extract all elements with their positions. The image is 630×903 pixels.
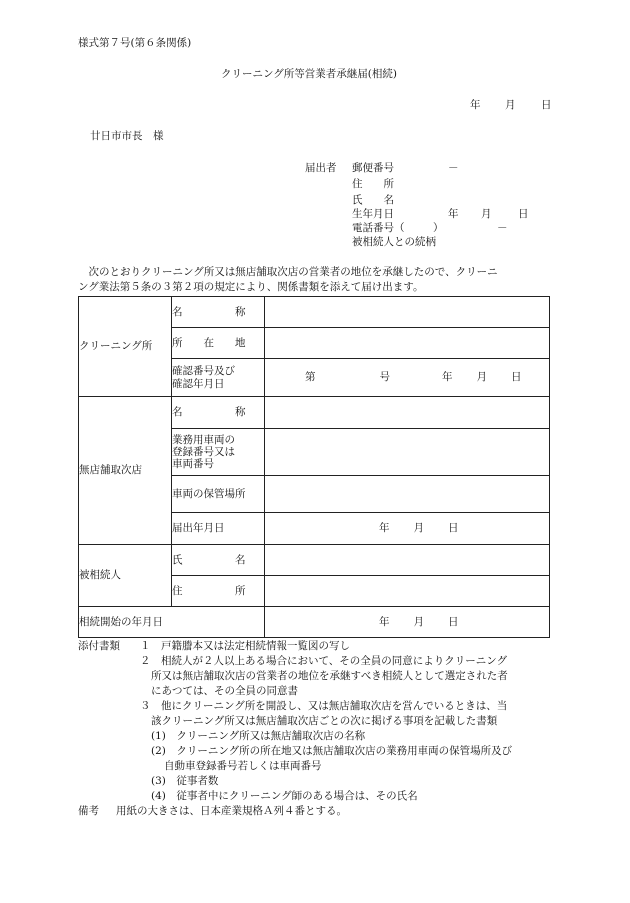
vehicle-storage-label: 車両の保管場所 bbox=[172, 476, 265, 513]
body-text-line-2: ング業法第５条の３第２項の規定により、関係書類を添えて届け出ます。 bbox=[78, 281, 424, 293]
confirm-month: 月 bbox=[476, 371, 487, 384]
body-text-line-1: 次のとおりクリーニング所又は無店舗取次店の営業者の地位を承継したので、クリーニ bbox=[78, 266, 498, 278]
vehicle-line-1: 業務用車両の bbox=[172, 433, 235, 446]
cleaning-confirm-line-1: 確認番号及び bbox=[172, 365, 235, 378]
decedent-name-label: 氏 名 bbox=[172, 545, 265, 576]
decedent-address-label: 住 所 bbox=[172, 576, 265, 607]
inherit-start-label: 相続開始の年月日 bbox=[79, 607, 265, 638]
attachment-item: (4) 従事者中にクリーニング師のある場合は、その氏名 bbox=[151, 790, 418, 802]
attachment-item: 自動車登録番号若しくは車両番号 bbox=[164, 760, 322, 772]
date-year: 年 bbox=[470, 99, 481, 111]
birth-day: 日 bbox=[518, 208, 529, 220]
notify-day: 日 bbox=[448, 522, 459, 535]
inherit-start-field[interactable] bbox=[265, 607, 550, 638]
attachment-item: １ 戸籍謄本又は法定相続情報一覧図の写し bbox=[140, 640, 350, 652]
relation-label: 被相続人との続柄 bbox=[352, 236, 436, 248]
cleaning-name-field[interactable] bbox=[265, 297, 550, 328]
mobile-name-field[interactable] bbox=[265, 397, 550, 429]
attachment-item: (3) 従事者数 bbox=[151, 775, 219, 787]
phone-dash: － bbox=[497, 222, 508, 234]
inherit-month: 月 bbox=[413, 615, 424, 628]
name-label: 氏 名 bbox=[352, 194, 394, 206]
decedent-name-field[interactable] bbox=[265, 545, 550, 576]
birth-label: 生年月日 bbox=[352, 208, 394, 220]
cleaning-location-field[interactable] bbox=[265, 328, 550, 359]
date-day: 日 bbox=[541, 99, 552, 111]
vehicle-storage-field[interactable] bbox=[265, 476, 550, 513]
confirm-year: 年 bbox=[442, 371, 453, 384]
phone-label: 電話番号（ bbox=[352, 222, 405, 234]
remarks-text: 用紙の大きさは、日本産業規格Ａ列４番とする。 bbox=[116, 805, 347, 817]
attachment-item: (2) クリーニング所の所在地又は無店舗取次店の業務用車両の保管場所及び bbox=[151, 745, 513, 757]
notify-month: 月 bbox=[413, 522, 424, 535]
confirm-day: 日 bbox=[511, 371, 522, 384]
cleaning-location-label: 所 在 地 bbox=[172, 328, 265, 359]
attachments-label: 添付書類 bbox=[78, 640, 120, 652]
attachment-item: (1) クリーニング所又は無店舗取次店の名称 bbox=[151, 730, 366, 742]
cleaning-name-label: 名 称 bbox=[172, 297, 265, 328]
inherit-year: 年 bbox=[379, 615, 390, 628]
remarks-label: 備考 bbox=[78, 805, 99, 817]
addressee: 廿日市市長 様 bbox=[90, 130, 164, 142]
decedent-group-label: 被相続人 bbox=[79, 545, 172, 607]
cleaning-confirm-field[interactable] bbox=[265, 359, 550, 397]
postal-dash: － bbox=[448, 162, 459, 174]
address-label: 住 所 bbox=[352, 178, 394, 190]
page-title: クリーニング所等営業者承継届(相続) bbox=[221, 68, 397, 80]
form-number: 様式第７号(第６条関係) bbox=[78, 37, 192, 49]
attachment-item: にあつては、その全員の同意書 bbox=[151, 685, 298, 697]
notify-year: 年 bbox=[379, 522, 390, 535]
birth-month: 月 bbox=[481, 208, 492, 220]
date-month: 月 bbox=[505, 99, 516, 111]
confirm-no-go: 号 bbox=[379, 371, 390, 384]
birth-year: 年 bbox=[448, 208, 459, 220]
cleaning-confirm-label bbox=[172, 359, 265, 397]
phone-close: ） bbox=[433, 222, 444, 234]
inherit-day: 日 bbox=[448, 615, 459, 628]
decedent-address-field[interactable] bbox=[265, 576, 550, 607]
notification-table bbox=[78, 296, 550, 638]
notify-date-field[interactable] bbox=[265, 513, 550, 545]
notify-date-label: 届出年月日 bbox=[172, 513, 265, 545]
confirm-no-dai: 第 bbox=[305, 371, 316, 384]
attachment-item: ２ 相続人が２人以上ある場合において、その全員の同意によりクリーニング bbox=[140, 655, 508, 667]
attachment-item: ３ 他にクリーニング所を開設し、又は無店舗取次店を営んでいるときは、当 bbox=[140, 700, 508, 712]
vehicle-line-2: 登録番号又は bbox=[172, 445, 235, 458]
cleaning-group-label: クリーニング所 bbox=[79, 297, 172, 397]
mobile-name-label: 名 称 bbox=[172, 397, 265, 429]
attachment-item: 該クリーニング所又は無店舗取次店ごとの次に掲げる事項を記載した書類 bbox=[151, 715, 498, 727]
applicant-label: 届出者 bbox=[305, 162, 337, 174]
attachment-item: 所又は無店舗取次店の営業者の地位を承継すべき相続人として選定された者 bbox=[151, 670, 508, 682]
cleaning-confirm-line-2: 確認年月日 bbox=[172, 377, 225, 390]
vehicle-number-label bbox=[172, 429, 265, 476]
postal-label: 郵便番号 bbox=[352, 162, 394, 174]
vehicle-number-field[interactable] bbox=[265, 429, 550, 476]
vehicle-line-3: 車両番号 bbox=[172, 458, 214, 471]
mobile-group-label: 無店舗取次店 bbox=[79, 397, 172, 545]
